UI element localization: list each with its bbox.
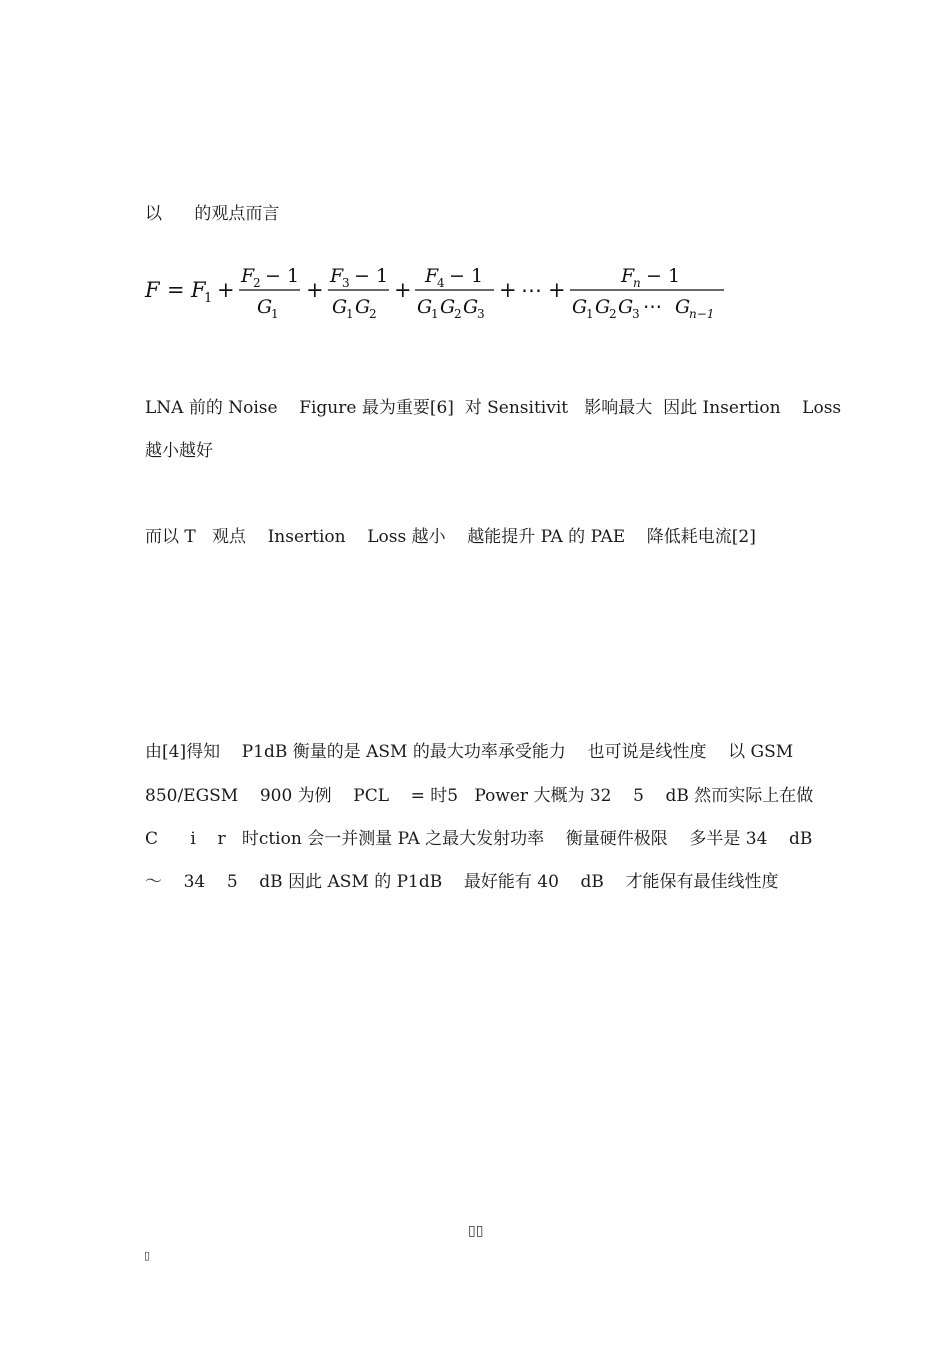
formula-term-n [570, 265, 724, 321]
svg-text:G: G [417, 296, 433, 318]
svg-text:− 1: − 1 [449, 265, 484, 287]
svg-text:G: G [572, 296, 588, 318]
svg-text:3: 3 [632, 307, 640, 321]
svg-text:2: 2 [609, 307, 617, 321]
page-number: ▯▯ [468, 1223, 484, 1239]
svg-text:1: 1 [271, 307, 279, 321]
formula-term-1 [239, 265, 300, 321]
svg-text:F: F [241, 265, 255, 287]
svg-text:n−1: n−1 [689, 307, 715, 321]
svg-text:+: + [394, 278, 412, 302]
paragraph3-line3: C i r 时ction 会一并测量 PA 之最大发射功率 衡量硬件极限 多半是 34 dB [145, 829, 813, 849]
paragraph1-line1: LNA 前的 Noise Figure 最为重要[6] 对 Sensitivit 影响最大 因此 Insertion Loss [145, 398, 842, 418]
svg-text:n: n [633, 276, 641, 290]
svg-text:F: F [425, 265, 439, 287]
svg-text:G: G [440, 296, 456, 318]
svg-text:+: + [217, 278, 235, 302]
svg-text:⋯: ⋯ [521, 278, 542, 302]
svg-text:1: 1 [346, 307, 354, 321]
footer-mark: ▯ [144, 1249, 151, 1262]
paragraph2-line1: 而以 T 观点 Insertion Loss 越小 越能提升 PA 的 PAE 降低耗电流[2] [145, 527, 756, 547]
intro-line: 以 的观点而言 [145, 204, 280, 224]
svg-text:+: + [499, 278, 517, 302]
svg-text:G: G [618, 296, 634, 318]
svg-text:⋯: ⋯ [643, 296, 662, 318]
svg-text:G: G [675, 296, 691, 318]
svg-text:G: G [595, 296, 611, 318]
paragraph1-line2: 越小越好 [145, 441, 213, 461]
svg-text:F: F [191, 278, 206, 302]
svg-text:− 1: − 1 [354, 265, 389, 287]
formula-lhs: F [145, 278, 160, 302]
svg-text:2: 2 [369, 307, 377, 321]
svg-text:+: + [548, 278, 566, 302]
svg-text:4: 4 [437, 276, 445, 290]
paragraph3-line4: ～ 34 5 dB 因此 ASM 的 P1dB 最好能有 40 dB 才能保有最佳线性度 [145, 872, 779, 892]
svg-text:G: G [332, 296, 348, 318]
svg-text:=: = [167, 278, 185, 302]
svg-text:2: 2 [253, 276, 261, 290]
svg-text:1: 1 [586, 307, 594, 321]
svg-text:− 1: − 1 [646, 265, 681, 287]
svg-text:− 1: − 1 [265, 265, 300, 287]
svg-text:3: 3 [477, 307, 485, 321]
formula-term-3 [415, 265, 494, 321]
paragraph3-line1: 由[4]得知 P1dB 衡量的是 ASM 的最大功率承受能力 也可说是线性度 以 GSM [145, 742, 794, 762]
svg-text:F: F [621, 265, 635, 287]
svg-text:1: 1 [204, 291, 213, 306]
formula-term-2 [328, 265, 389, 321]
svg-text:G: G [463, 296, 479, 318]
svg-text:F: F [330, 265, 344, 287]
svg-text:3: 3 [342, 276, 350, 290]
svg-text:G: G [257, 296, 273, 318]
svg-text:+: + [306, 278, 324, 302]
paragraph3-line2: 850/EGSM 900 为例 PCL = 时5 Power 大概为 32 5 dB 然而实际上在做 [145, 786, 814, 806]
svg-text:1: 1 [431, 307, 439, 321]
noise-figure-formula [143, 258, 743, 328]
svg-text:2: 2 [454, 307, 462, 321]
svg-text:G: G [355, 296, 371, 318]
